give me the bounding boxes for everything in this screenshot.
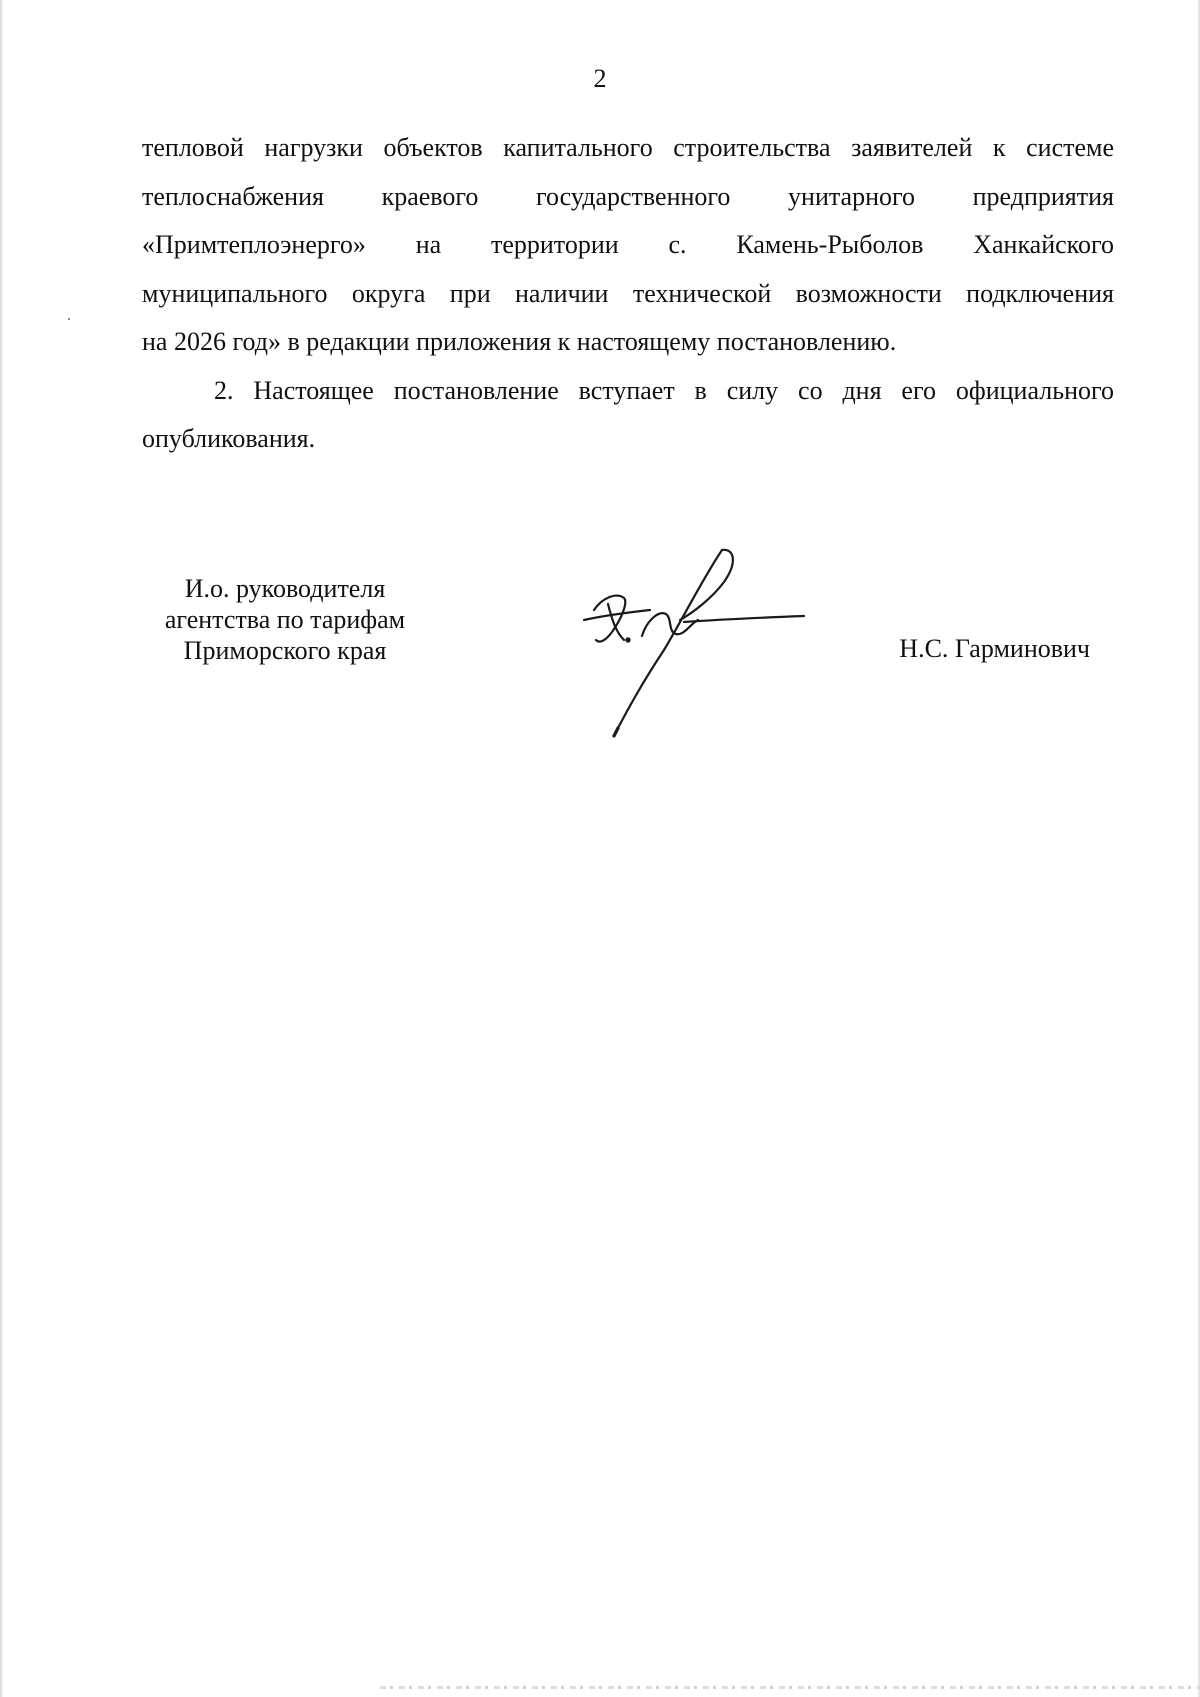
page-number: 2 <box>593 64 607 93</box>
handwritten-signature <box>572 540 822 740</box>
paragraph-continuation <box>142 124 1114 367</box>
position-line: И.о. руководителя <box>184 574 386 603</box>
document-body <box>142 124 1114 464</box>
text-line: теплоснабжения краевого государственного унитарного предприятия <box>142 181 1114 211</box>
text-line: на 2026 год» в редакции приложения к настоящему постановлению. <box>142 327 897 356</box>
scan-edge-left <box>0 0 3 1697</box>
text-line: тепловой нагрузки объектов капитального строительства заявителей к системе <box>142 133 1114 162</box>
text-line: опубликования. <box>142 424 316 453</box>
signatory-position <box>140 573 430 666</box>
signatory-name: Н.С. Гарминович <box>899 634 1090 663</box>
text-line: 2. Настоящее постановление вступает в силу со дня его официального <box>214 375 1114 405</box>
position-line: Приморского края <box>183 636 387 665</box>
position-line: агентства по тарифам <box>164 605 406 634</box>
paragraph-item-2 <box>142 367 1114 464</box>
scan-edge-bottom <box>380 1686 1200 1689</box>
text-line: муниципального округа при наличии технической возможности подключения <box>142 278 1114 308</box>
scan-speck <box>68 318 70 320</box>
text-line: «Примтеплоэнерго» на территории с. Камень-Рыболов Ханкайского <box>142 230 1114 259</box>
